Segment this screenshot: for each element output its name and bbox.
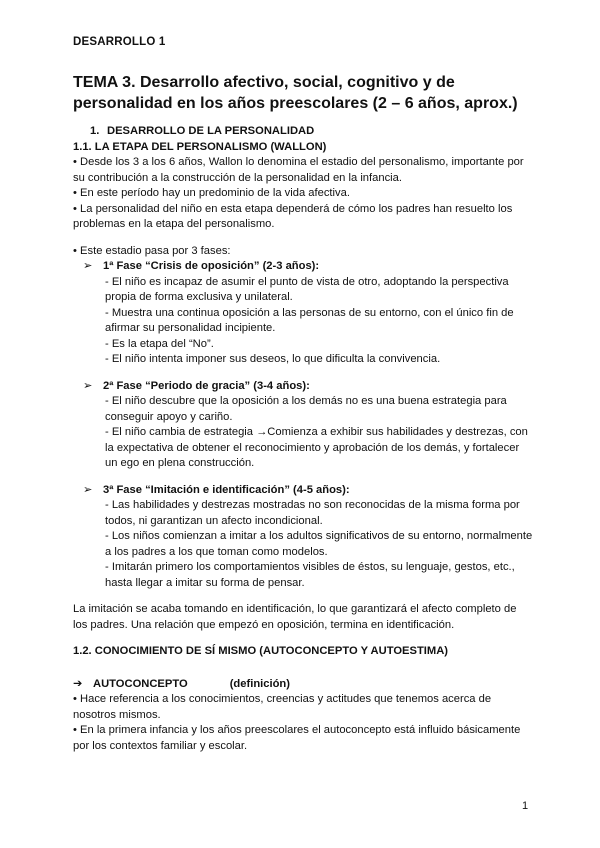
arrow-bullet-icon: ➢ xyxy=(83,483,93,496)
page-title: TEMA 3. Desarrollo afectivo, social, cognitivo y de personalidad en los años preescolares (2 – 6 años, aprox.) xyxy=(73,74,518,112)
phase-title: ➢ 3ª Fase “Imitación e identificación” (4-5 años): xyxy=(83,483,533,499)
phase-lines xyxy=(83,275,533,368)
phase-block xyxy=(83,259,533,368)
arrow-bullet-icon: ➢ xyxy=(83,379,93,392)
phase-line: - El niño descubre que la oposición a los demás no es una buena estrategia para conseguir apoyo y cariño. xyxy=(105,395,507,423)
phase-title: ➢ 1ª Fase “Crisis de oposición” (2-3 años): xyxy=(83,259,533,275)
arrow-bullet-icon: ➢ xyxy=(83,260,93,272)
page-header: DESARROLLO 1 xyxy=(73,36,166,48)
phase-line: - El niño cambia de estrategia →Comienza a exhibir sus habilidades y destrezas, con la expectativa de obtener el reconocimiento y aprobación de los demás, y fortalecer un ego en plena construcción. xyxy=(105,426,528,469)
document-body xyxy=(73,124,533,754)
phase-line: - Imitarán primero los comportamientos visibles de éstos, su lenguaje, gestos, etc., hasta llegar a imitar su forma de pensar. xyxy=(105,561,515,589)
phase-line: - Las habilidades y destrezas mostradas no son reconocidas de la misma forma por todos, ni garantizan un afecto incondicional. xyxy=(105,499,520,527)
intro-paragraph: • Desde los 3 a los 6 años, Wallon lo denomina el estadio del personalismo, importante por su contribución a la construcción de la personalidad en la infancia. xyxy=(73,156,524,184)
phase-title: ➢ 2ª Fase “Periodo de gracia” (3-4 años): xyxy=(83,379,533,395)
phase-block xyxy=(83,379,533,472)
phase-block xyxy=(83,483,533,592)
autoconcepto-line: • En la primera infancia y los años preescolares el autoconcepto está influido básicamente por los contextos familiar y escolar. xyxy=(73,724,521,752)
section-heading-1 xyxy=(73,124,533,140)
phases-intro: • Este estadio pasa por 3 fases: xyxy=(73,244,231,257)
phase-lines xyxy=(83,498,533,591)
arrow-right-icon: ➔ xyxy=(73,677,83,690)
page-number: 1 xyxy=(522,800,529,812)
phase-line: - El niño es incapaz de asumir el punto de vista de otro, adoptando la perspectiva propia de forma exclusiva y unilateral. xyxy=(105,275,509,303)
section-title: DESARROLLO DE LA PERSONALIDAD xyxy=(107,125,315,137)
autoconcepto-heading: ➔ AUTOCONCEPTO (definición) xyxy=(73,677,533,693)
autoconcepto-line: • Hace referencia a los conocimientos, creencias y actitudes que tenemos acerca de nosotros mismos. xyxy=(73,693,492,721)
subsection-heading-1-1: 1.1. LA ETAPA DEL PERSONALISMO (WALLON) xyxy=(73,140,327,153)
intro-paragraph: • La personalidad del niño en esta etapa dependerá de cómo los padres han resuelto los problemas en la etapa del personalismo. xyxy=(73,202,513,230)
phase-lines xyxy=(83,394,533,472)
intro-paragraph: • En este período hay un predominio de la vida afectiva. xyxy=(73,187,350,199)
conclusion-paragraph: La imitación se acaba tomando en identificación, lo que garantizará el afecto completo de los padres. Una relación que empezó en oposición, termina en identificación. xyxy=(73,603,517,631)
phase-line: - Los niños comienzan a imitar a los adultos significativos de su entorno, normalmente a los padres a los que toman como modelos. xyxy=(105,530,533,558)
phase-line: - Muestra una continua oposición a las personas de su entorno, con el único fin de afirmar su personalidad incipiente. xyxy=(105,306,514,334)
phase-line: - El niño intenta imponer sus deseos, lo que dificulta la convivencia. xyxy=(105,353,441,365)
section-number: 1. xyxy=(90,125,100,137)
phase-line: - Es la etapa del “No”. xyxy=(105,337,214,350)
subsection-heading-1-2: 1.2. CONOCIMIENTO DE SÍ MISMO (AUTOCONCEPTO Y AUTOESTIMA) xyxy=(73,645,449,657)
